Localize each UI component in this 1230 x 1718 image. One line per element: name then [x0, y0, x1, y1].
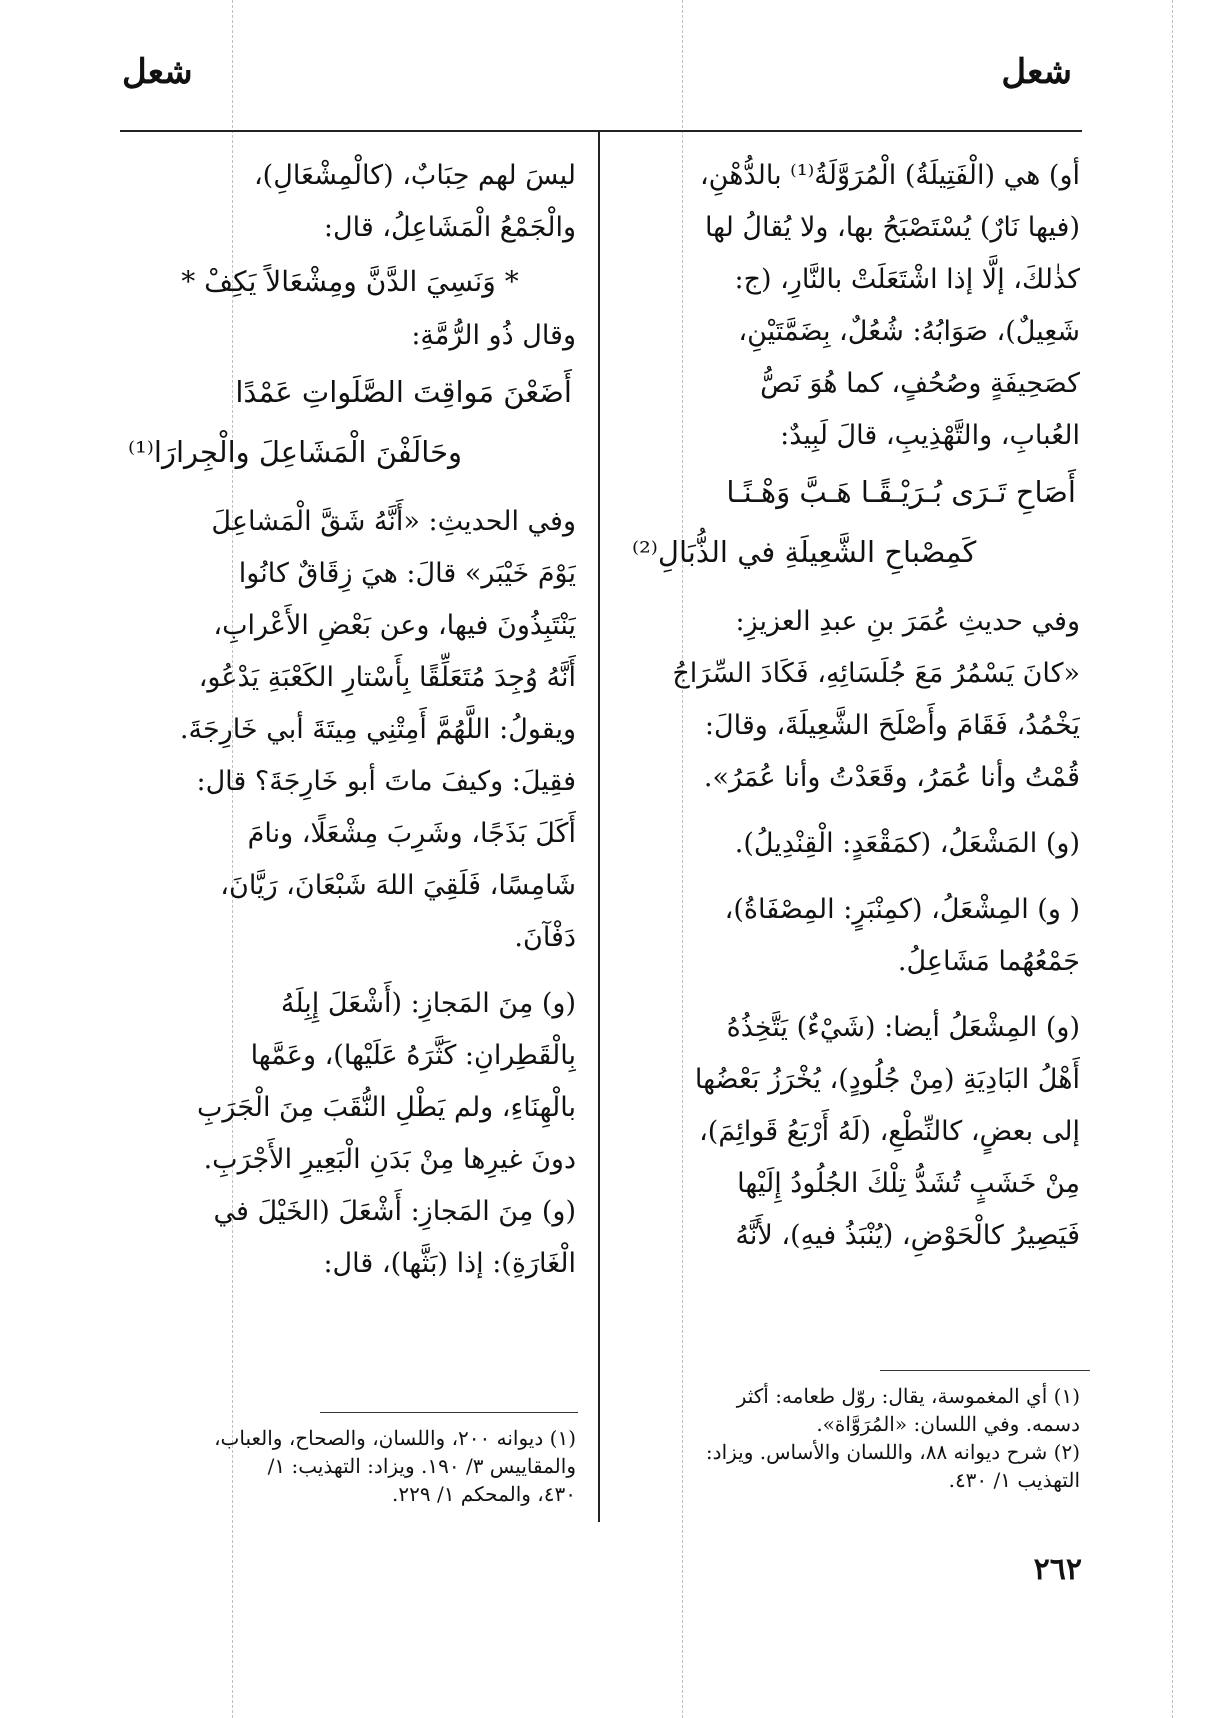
text-line: وفي الحديثِ: «أَنَّهُ شَقَّ الْمَشاعِلَ	[211, 506, 576, 537]
footnote-line: (٢) شرح ديوانه ٨٨، واللسان والأساس. ويزاد:	[705, 1440, 1080, 1464]
left-column	[124, 150, 576, 1290]
text-line: أَكَلَ بَذَجًا، وشَرِبَ مِشْعَلًا، ونامَ	[247, 818, 576, 849]
footnote-line: ٤٣٠، والمحكم ١/ ٢٢٩.	[392, 1482, 576, 1506]
text-line: فقِيلَ: وكيفَ ماتَ أبو خَارِجَةَ؟ قال:	[196, 766, 576, 797]
text-line: مِنْ خَشَبٍ تُشَدُّ تِلْكَ الجُلُودُ إِلَيْها	[737, 1168, 1080, 1199]
text-line: أَنَّهُ وُجِدَ مُتَعَلِّقًا بِأَسْتارِ الكَعْبَةِ يَدْعُو،	[198, 662, 576, 693]
text-line: كصَحِيفَةٍ وصُحُفٍ، كما هُوَ نَصُّ	[760, 368, 1080, 399]
text-line: جَمْعُهُما مَشَاعِلُ.	[897, 946, 1080, 977]
footnote-rule	[880, 1370, 1090, 1371]
text-line: (فيها نَارٌ) يُسْتَصْبَحُ بها، ولا يُقالُ لها	[704, 212, 1080, 243]
text-line: دونَ غيرِها مِنْ بَدَنِ الْبَعِيرِ الأَجْرَبِ.	[203, 1144, 576, 1175]
text-line: (و) المِشْعَلُ أيضا: (شَيْءٌ) يَتَّخِذُهُ	[726, 1012, 1080, 1043]
text-line: وقال ذُو الرُّمَّةِ:	[411, 320, 576, 351]
text-line: يَنْتَبِذُونَ فيها، وعن بَعْضِ الأَعْرابِ،	[213, 610, 576, 641]
text-line: «كانَ يَسْمُرُ مَعَ جُلَسَائِهِ، فَكَادَ السِّرَاجُ	[672, 658, 1080, 689]
text-line: (و) المَشْعَلُ، (كمَقْعَدٍ: الْقِنْدِيلُ).	[734, 828, 1080, 859]
text-line: يَخْمُدُ، فَقَامَ وأَصْلَحَ الشَّعِيلَةَ، وقالَ:	[704, 710, 1080, 741]
text-line: بِالْقَطِرانِ: كَثَّرَهُ عَلَيْها)، وعَمَّها	[250, 1040, 576, 1071]
text-line: دَفْآنَ.	[514, 922, 576, 953]
footnotes-right	[628, 1382, 1080, 1494]
text-line: ويقولُ: اللَّهُمَّ أَمِتْنِي مِيتَةَ أبي خَارِجَةَ.	[179, 714, 576, 745]
text-line: كذٰلكَ، إلَّا إذا اشْتَعَلَتْ بالنَّارِ، (ج:	[734, 264, 1080, 295]
column-divider	[598, 130, 600, 1522]
poem-verse: أَصَاحِ تَـرَى بُـرَيْـقًـا هَـبَّ وَهْـنًـا	[726, 475, 1076, 509]
text-line: قُمْتُ وأنا عُمَرُ، وقَعَدْتُ وأنا عُمَرُ».	[703, 762, 1080, 793]
header-rule	[120, 130, 1082, 132]
text-line: العُبابِ، والتَّهْذِيبِ، قالَ لَبِيدٌ:	[780, 420, 1080, 451]
header-root-word-right: شعل	[1001, 52, 1072, 92]
text-line: شَعِيلٌ)، صَوَابُهُ: شُعُلٌ، بِضَمَّتَيْنِ،	[738, 316, 1080, 347]
text-line: بالْهِنَاءِ، ولم يَطْلِ النُّقَبَ مِنَ الْجَرَبِ	[197, 1092, 576, 1123]
text-line: ( و) المِشْعَلُ، (كمِنْبَرٍ: المِصْفَاةُ)،	[724, 894, 1080, 925]
poem-verse: كَمِصْباحِ الشَّعِيلَةِ في الذُّبَالِ⁽²⁾	[632, 535, 977, 569]
page-number: ٢٦٢	[1033, 1552, 1082, 1587]
text-line: إلى بعضٍ، كالنِّطْعِ، (لَهُ أَرْبَعُ قَوائِمَ)،	[699, 1116, 1080, 1147]
text-line: أو) هي (الْفَتِيلَةُ) الْمُرَوَّلَةُ⁽¹⁾ بالدُّهْنِ،	[699, 160, 1080, 191]
text-line: فَيَصِيرُ كالْحَوْضِ، (يُنْبَذُ فيهِ)، لأَنَّهُ	[735, 1220, 1080, 1251]
poem-verse: وحَالَفْنَ الْمَشَاعِلَ والْجِرارَا⁽¹⁾	[128, 435, 463, 469]
footnote-line: (١) ديوانه ٢٠٠، واللسان، والصحاح، والعباب،	[214, 1426, 576, 1450]
text-line: يَوْمَ خَيْبَر» قالَ: هيَ زِقَاقٌ كانُوا	[238, 558, 576, 589]
text-line: (و) مِنَ المَجازِ: (أَشْعَلَ إِبِلَهُ	[280, 988, 576, 1019]
footnote-line: التهذيب ١/ ٤٣٠.	[948, 1468, 1080, 1492]
text-line: الْغَارَةِ): إذا (بَثَّها)، قال:	[323, 1248, 576, 1279]
footnote-line: (١) أي المغموسة، يقال: روّل طعامه: أكثر	[736, 1384, 1080, 1408]
rajaz-quote-line: * وَنَسِيَ الدَّنَّ ومِشْعَالاً يَكِفْ *	[181, 265, 519, 298]
header-root-word-left: شعل	[122, 52, 193, 92]
text-line: ليسَ لهم حِبَابٌ، (كالْمِشْعَالِ)،	[253, 160, 576, 191]
text-line: والْجَمْعُ الْمَشَاعِلُ، قال:	[323, 212, 576, 243]
footnote-line: دسمه. وفي اللسان: «المُرَوَّاة».	[816, 1412, 1080, 1436]
text-line: وفي حديثِ عُمَرَ بنِ عبدِ العزيزِ:	[735, 606, 1080, 637]
text-line: أَهْلُ البَادِيَةِ (مِنْ جُلُودٍ)، يُخْرَزُ بَعْضُها	[694, 1064, 1080, 1095]
footnotes-left	[124, 1424, 576, 1508]
scan-guide-line	[1172, 0, 1173, 1718]
text-line: شَامِسًا، فَلَقِيَ اللهَ شَبْعَانَ، رَيَّانَ،	[220, 870, 576, 901]
right-column	[628, 150, 1080, 1262]
poem-verse: أَضَعْنَ مَواقِتَ الصَّلَواتِ عَمْدًا	[235, 375, 572, 409]
text-line: (و) مِنَ المَجازِ: أَشْعَلَ (الخَيْلَ في	[213, 1196, 576, 1227]
footnote-rule	[320, 1412, 578, 1413]
footnote-line: والمقاييس ٣/ ١٩٠. ويزاد: التهذيب: ١/	[267, 1454, 576, 1478]
